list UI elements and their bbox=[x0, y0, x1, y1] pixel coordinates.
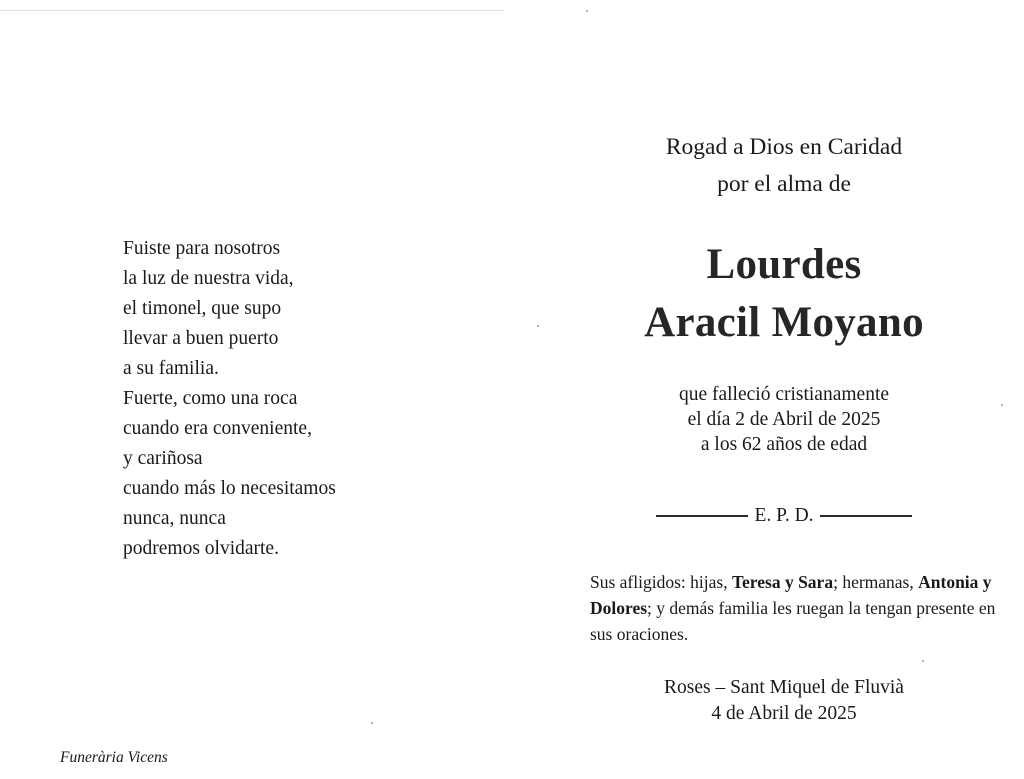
poem-line: la luz de nuestra vida, bbox=[123, 268, 294, 289]
daughters-names: Teresa y Sara bbox=[731, 572, 834, 592]
poem-line: llevar a buen puerto bbox=[123, 328, 279, 349]
poem-line: cuando más lo necesitamos bbox=[123, 478, 336, 499]
poem bbox=[123, 234, 336, 564]
epd-text: E. P. D. bbox=[754, 505, 814, 526]
mourners-paragraph bbox=[590, 569, 1010, 647]
death-details bbox=[560, 382, 1008, 457]
poem-line: el timonel, que supo bbox=[123, 298, 282, 319]
funeral-home-credit: Funerària Vicens bbox=[60, 749, 168, 766]
poem-line: nunca, nunca bbox=[123, 508, 226, 529]
divider-rule bbox=[656, 515, 748, 516]
poem-line: cuando era conveniente, bbox=[123, 418, 312, 439]
death-detail-line: que falleció cristianamente bbox=[678, 384, 890, 405]
prayer-heading bbox=[560, 129, 1008, 203]
age-line: a los 62 años de edad bbox=[700, 434, 868, 455]
deceased-name bbox=[560, 236, 1008, 352]
mourners-text: ; y demás familia les ruegan la tengan presente en sus oraciones. bbox=[590, 598, 996, 644]
sisters-names: Antonia y Dolores bbox=[590, 572, 992, 618]
deceased-surnames: Aracil Moyano bbox=[644, 299, 924, 346]
poem-line: podremos olvidarte. bbox=[123, 538, 279, 559]
epd-divider bbox=[560, 503, 1008, 529]
scan-edge-line bbox=[0, 10, 505, 11]
death-date: el día 2 de Abril de 2025 bbox=[687, 409, 881, 430]
prayer-heading-line: Rogad a Dios en Caridad bbox=[665, 134, 903, 160]
divider-rule bbox=[820, 515, 912, 516]
mourners-text: ; hermanas, bbox=[833, 572, 919, 592]
poem-line: a su familia. bbox=[123, 358, 219, 379]
place: Roses – Sant Miquel de Fluvià bbox=[664, 677, 904, 698]
scan-speck bbox=[1001, 404, 1003, 406]
poem-line: Fuerte, como una roca bbox=[123, 388, 298, 409]
deceased-first-name: Lourdes bbox=[706, 241, 862, 288]
poem-line: Fuiste para nosotros bbox=[123, 238, 281, 259]
mourners-text: Sus afligidos: hijas, bbox=[590, 572, 732, 592]
scan-speck bbox=[922, 660, 924, 662]
prayer-heading-line: por el alma de bbox=[717, 171, 851, 197]
poem-line: y cariñosa bbox=[123, 448, 203, 469]
card-date: 4 de Abril de 2025 bbox=[711, 703, 857, 724]
scan-speck bbox=[586, 10, 588, 12]
place-and-date bbox=[560, 675, 1008, 727]
scan-speck bbox=[371, 722, 373, 724]
scan-speck bbox=[537, 325, 539, 327]
